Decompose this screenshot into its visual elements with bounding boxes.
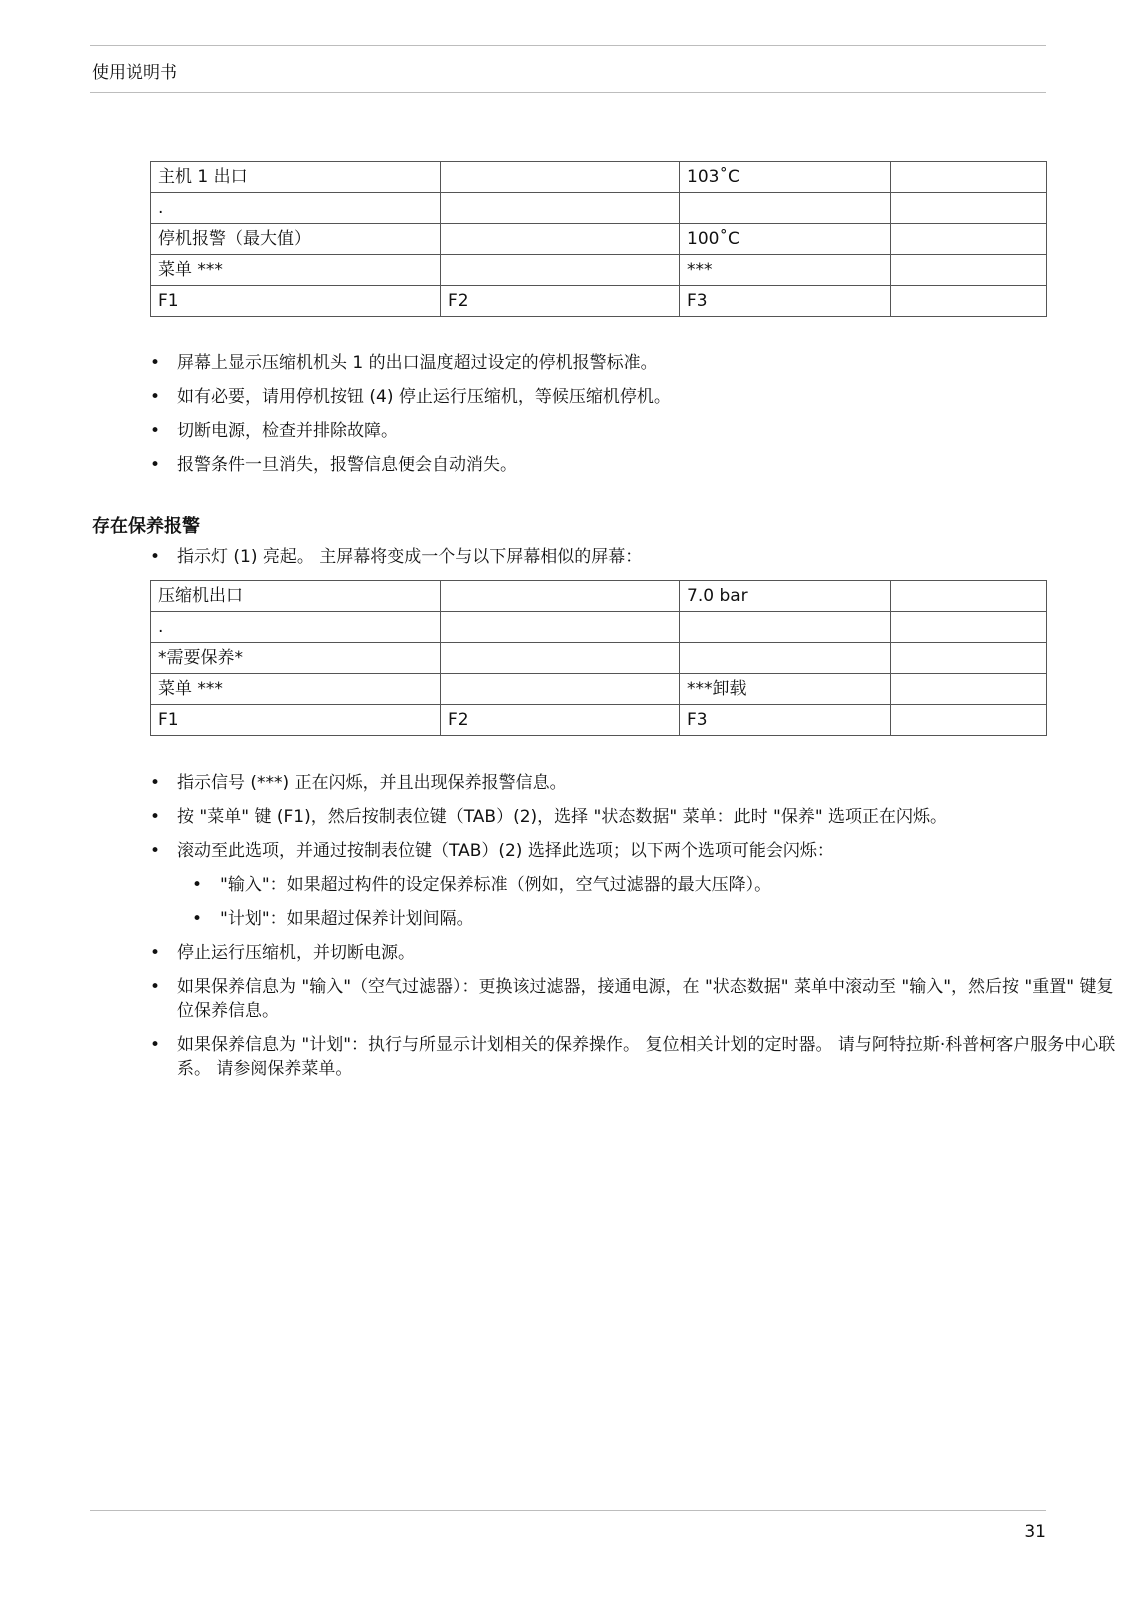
table-cell bbox=[441, 255, 680, 286]
table-cell bbox=[891, 255, 1047, 286]
bullet-icon: • bbox=[150, 353, 161, 373]
list-item-text: "输入"：如果超过构件的设定保养标准（例如，空气过滤器的最大压降）。 bbox=[220, 875, 772, 895]
table-cell bbox=[441, 612, 680, 643]
table-cell: 主机 1 出口 bbox=[151, 162, 441, 193]
bullet-icon: • bbox=[150, 387, 161, 407]
table-row bbox=[151, 255, 1047, 286]
table-cell bbox=[680, 612, 891, 643]
bullet-icon: • bbox=[150, 421, 161, 441]
table-cell bbox=[891, 286, 1047, 317]
table-row bbox=[151, 162, 1047, 193]
bullet-icon: • bbox=[150, 1035, 161, 1055]
table-cell: . bbox=[151, 612, 441, 643]
table-cell bbox=[441, 193, 680, 224]
service-alarm-intro bbox=[150, 545, 642, 579]
table-row bbox=[151, 193, 1047, 224]
bullet-icon: • bbox=[192, 875, 203, 895]
list-item-text: 指示灯 (1) 亮起。 主屏幕将变成一个与以下屏幕相似的屏幕： bbox=[177, 547, 643, 567]
table-cell bbox=[891, 224, 1047, 255]
table-cell bbox=[441, 674, 680, 705]
table-cell: F3 bbox=[680, 705, 891, 736]
screen-table-body bbox=[151, 581, 1047, 736]
table-cell bbox=[891, 612, 1047, 643]
sub-list-item bbox=[150, 907, 1130, 931]
bullet-icon: • bbox=[192, 909, 203, 929]
list-item-text: 如有必要，请用停机按钮 (4) 停止运行压缩机，等候压缩机停机。 bbox=[177, 387, 671, 407]
list-item-text: 报警条件一旦消失，报警信息便会自动消失。 bbox=[177, 455, 517, 475]
list-item bbox=[150, 771, 1130, 795]
table-cell bbox=[441, 224, 680, 255]
list-item bbox=[150, 385, 671, 409]
list-item bbox=[150, 1033, 1130, 1081]
table-row bbox=[151, 286, 1047, 317]
table-cell bbox=[891, 581, 1047, 612]
bullet-icon: • bbox=[150, 841, 161, 861]
table-row bbox=[151, 224, 1047, 255]
table-cell: 停机报警（最大值） bbox=[151, 224, 441, 255]
bullet-icon: • bbox=[150, 455, 161, 475]
bullet-icon: • bbox=[150, 943, 161, 963]
list-item-text: 如果保养信息为 "输入"（空气过滤器）：更换该过滤器，接通电源，在 "状态数据" 菜单中滚动至 "输入"，然后按 "重置" 键复位保养信息。 bbox=[177, 977, 1114, 1021]
list-item-text: 按 "菜单" 键 (F1)，然后按制表位键（TAB）(2)，选择 "状态数据" 菜单：此时 "保养" 选项正在闪烁。 bbox=[177, 807, 948, 827]
table-cell: *** bbox=[680, 255, 891, 286]
table-row bbox=[151, 705, 1047, 736]
table-cell: 103˚C bbox=[680, 162, 891, 193]
header-title: 使用说明书 bbox=[92, 63, 177, 83]
page-number: 31 bbox=[1024, 1522, 1046, 1542]
bullet-icon: • bbox=[150, 547, 161, 567]
table-cell: F2 bbox=[441, 286, 680, 317]
table-cell: 菜单 *** bbox=[151, 674, 441, 705]
table-row bbox=[151, 581, 1047, 612]
controller-screen-table-1 bbox=[150, 161, 1047, 317]
bullet-icon: • bbox=[150, 807, 161, 827]
table-cell bbox=[680, 193, 891, 224]
table-cell: F3 bbox=[680, 286, 891, 317]
section-heading: 存在保养报警 bbox=[92, 516, 200, 537]
table-cell: F1 bbox=[151, 705, 441, 736]
list-item-text: 指示信号 (***) 正在闪烁，并且出现保养报警信息。 bbox=[177, 773, 567, 793]
table-cell: . bbox=[151, 193, 441, 224]
screen-table-body bbox=[151, 162, 1047, 317]
table-cell bbox=[891, 643, 1047, 674]
table-cell: ***卸载 bbox=[680, 674, 891, 705]
list-item-text: "计划"：如果超过保养计划间隔。 bbox=[220, 909, 474, 929]
shutdown-alarm-steps bbox=[150, 351, 671, 487]
table-cell bbox=[441, 162, 680, 193]
bullet-icon: • bbox=[150, 773, 161, 793]
list-item-text: 切断电源，检查并排除故障。 bbox=[177, 421, 398, 441]
bullet-icon: • bbox=[150, 977, 161, 997]
table-cell: 100˚C bbox=[680, 224, 891, 255]
table-cell: F1 bbox=[151, 286, 441, 317]
sub-list-item bbox=[150, 873, 1130, 897]
list-item bbox=[150, 545, 642, 569]
list-item bbox=[150, 419, 671, 443]
footer-rule bbox=[90, 1510, 1046, 1511]
table-cell bbox=[891, 674, 1047, 705]
table-cell bbox=[891, 162, 1047, 193]
list-item bbox=[150, 453, 671, 477]
list-item bbox=[150, 805, 1130, 829]
table-cell bbox=[891, 193, 1047, 224]
table-row bbox=[151, 674, 1047, 705]
header-rule-bottom bbox=[90, 92, 1046, 93]
table-cell: F2 bbox=[441, 705, 680, 736]
table-cell bbox=[680, 643, 891, 674]
table-cell: 菜单 *** bbox=[151, 255, 441, 286]
table-row bbox=[151, 612, 1047, 643]
controller-screen-table-2 bbox=[150, 580, 1047, 736]
header-rule-top bbox=[90, 45, 1046, 46]
table-cell: 7.0 bar bbox=[680, 581, 891, 612]
list-item bbox=[150, 839, 1130, 863]
list-item bbox=[150, 975, 1130, 1023]
table-cell bbox=[441, 581, 680, 612]
list-item bbox=[150, 351, 671, 375]
table-cell bbox=[891, 705, 1047, 736]
list-item-text: 停止运行压缩机，并切断电源。 bbox=[177, 943, 415, 963]
list-item-text: 如果保养信息为 "计划"：执行与所显示计划相关的保养操作。 复位相关计划的定时器。 请与阿特拉斯·科普柯客户服务中心联系。 请参阅保养菜单。 bbox=[177, 1035, 1116, 1079]
table-cell bbox=[441, 643, 680, 674]
list-item bbox=[150, 941, 1130, 965]
table-cell: 压缩机出口 bbox=[151, 581, 441, 612]
service-alarm-steps bbox=[150, 771, 1130, 1091]
table-cell: *需要保养* bbox=[151, 643, 441, 674]
list-item-text: 滚动至此选项，并通过按制表位键（TAB）(2) 选择此选项；以下两个选项可能会闪烁： bbox=[177, 841, 834, 861]
list-item-text: 屏幕上显示压缩机机头 1 的出口温度超过设定的停机报警标准。 bbox=[177, 353, 658, 373]
table-row bbox=[151, 643, 1047, 674]
